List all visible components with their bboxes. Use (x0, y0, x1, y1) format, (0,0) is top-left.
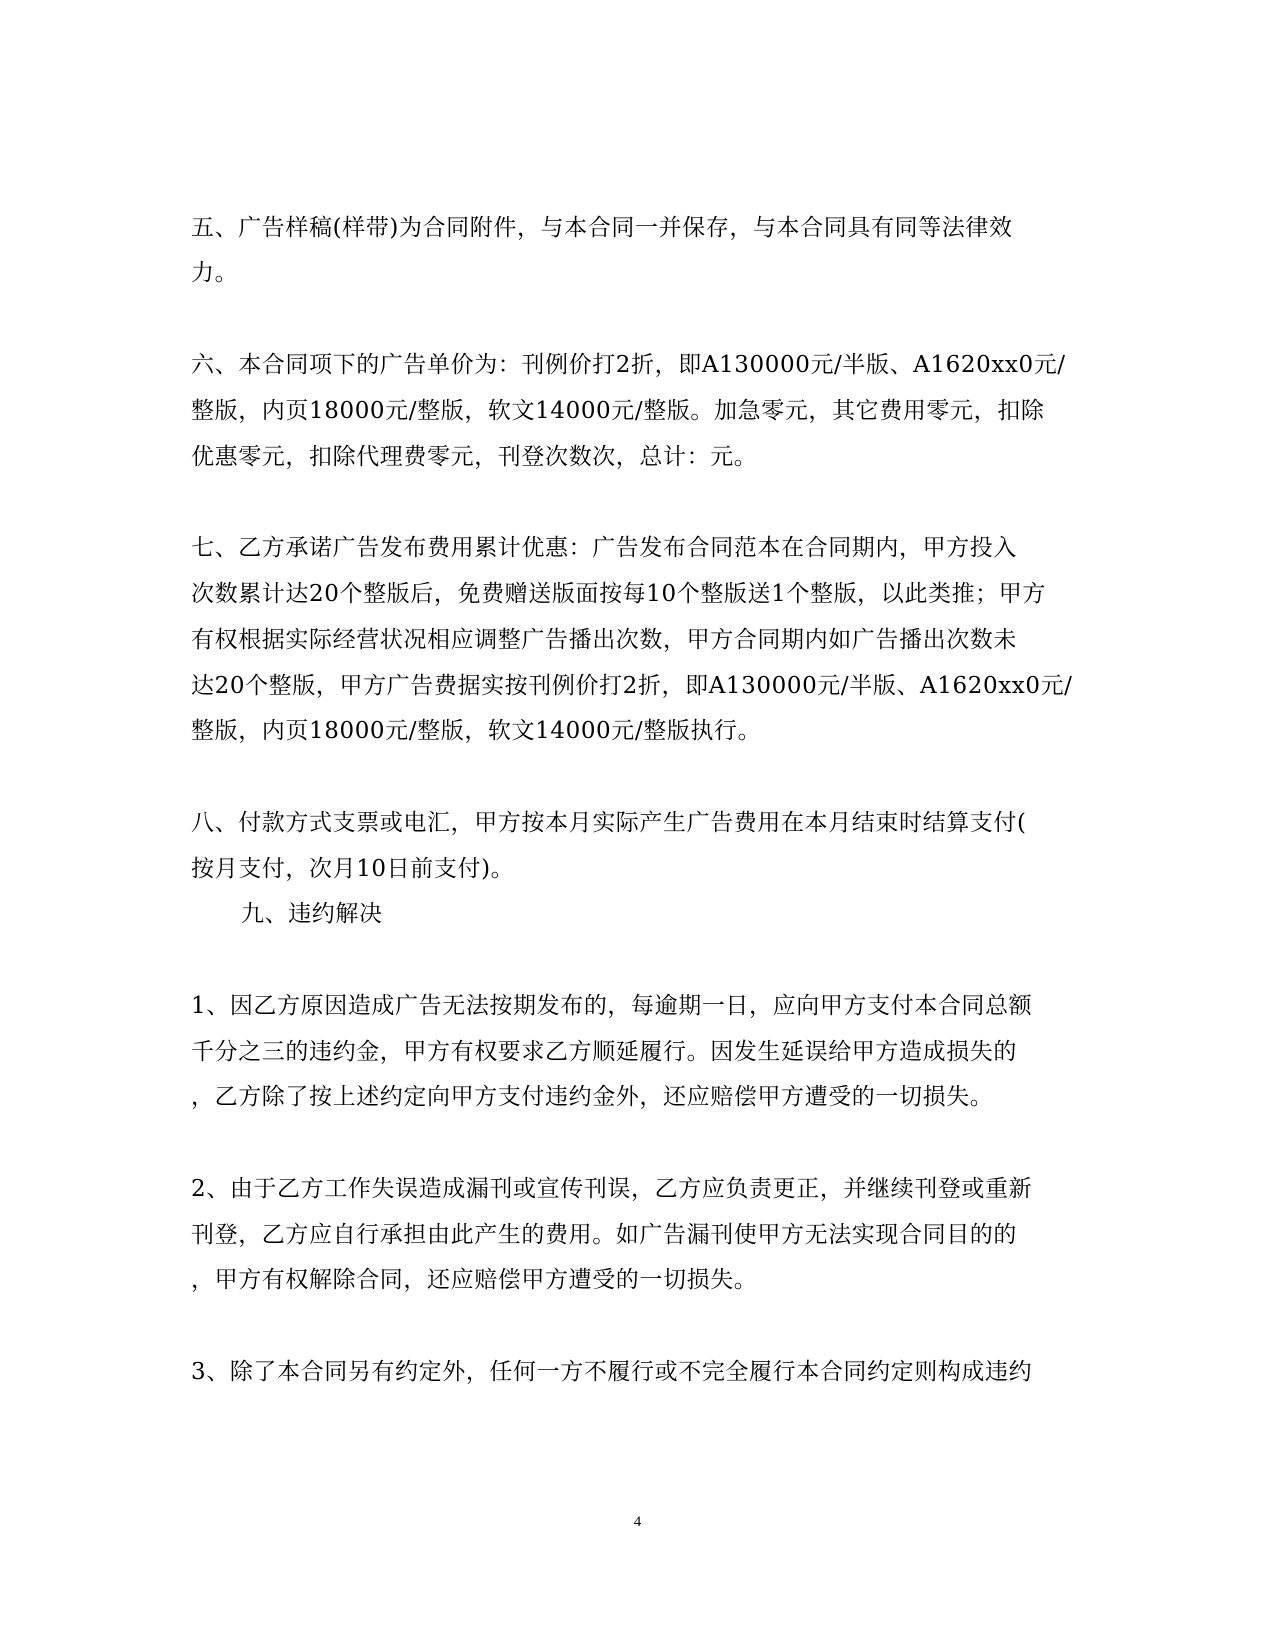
paragraph-line: 1、因乙方原因造成广告无法按期发布的，每逾期一日，应向甲方支付本合同总额 (191, 993, 1033, 1019)
paragraph-line: 五、广告样稿(样带)为合同附件，与本合同一并保存，与本合同具有同等法律效 (191, 215, 1013, 241)
paragraph-line: 有权根据实际经营状况相应调整广告播出次数，甲方合同期内如广告播出次数未 (191, 627, 1017, 653)
paragraph-line: 按月支付，次月10日前支付)。 (191, 856, 515, 882)
paragraph-line: 七、乙方承诺广告发布费用累计优惠：广告发布合同范本在合同期内，甲方投入 (191, 535, 1017, 561)
paragraph-line: 千分之三的违约金，甲方有权要求乙方顺延履行。因发生延误给甲方造成损失的 (191, 1039, 1017, 1065)
section-heading: 九、违约解决 (241, 901, 383, 927)
paragraph-line: ，乙方除了按上述约定向甲方支付违约金外，还应赔偿甲方遭受的一切损失。 (191, 1084, 994, 1110)
paragraph-line: ，甲方有权解除合同，还应赔偿甲方遭受的一切损失。 (191, 1267, 758, 1293)
paragraph-line: 八、付款方式支票或电汇，甲方按本月实际产生广告费用在本月结束时结算支付( (191, 810, 1027, 836)
paragraph-line: 刊登，乙方应自行承担由此产生的费用。如广告漏刊使甲方无法实现合同目的的 (191, 1222, 1017, 1248)
paragraph-line: 3、除了本合同另有约定外，任何一方不履行或不完全履行本合同约定则构成违约 (191, 1359, 1033, 1385)
paragraph-line: 整版，内页18000元/整版，软文14000元/整版执行。 (191, 718, 762, 744)
paragraph-line: 六、本合同项下的广告单价为：刊例价打2折，即A130000元/半版、A1620xx0元/ (191, 352, 1066, 378)
paragraph-line: 优惠零元，扣除代理费零元，刊登次数次，总计：元。 (191, 444, 758, 470)
paragraph-line: 次数累计达20个整版后，免费赠送版面按每10个整版送1个整版，以此类推；甲方 (191, 581, 1046, 607)
paragraph-line: 2、由于乙方工作失误造成漏刊或宣传刊误，乙方应负责更正，并继续刊登或重新 (191, 1176, 1033, 1202)
paragraph-line: 力。 (191, 260, 239, 286)
paragraph-line: 达20个整版，甲方广告费据实按刊例价打2折，即A130000元/半版、A1620xx0元/ (191, 673, 1073, 699)
page-number: 4 (633, 1514, 642, 1530)
paragraph-line: 整版，内页18000元/整版，软文14000元/整版。加急零元，其它费用零元，扣除 (191, 398, 1045, 424)
